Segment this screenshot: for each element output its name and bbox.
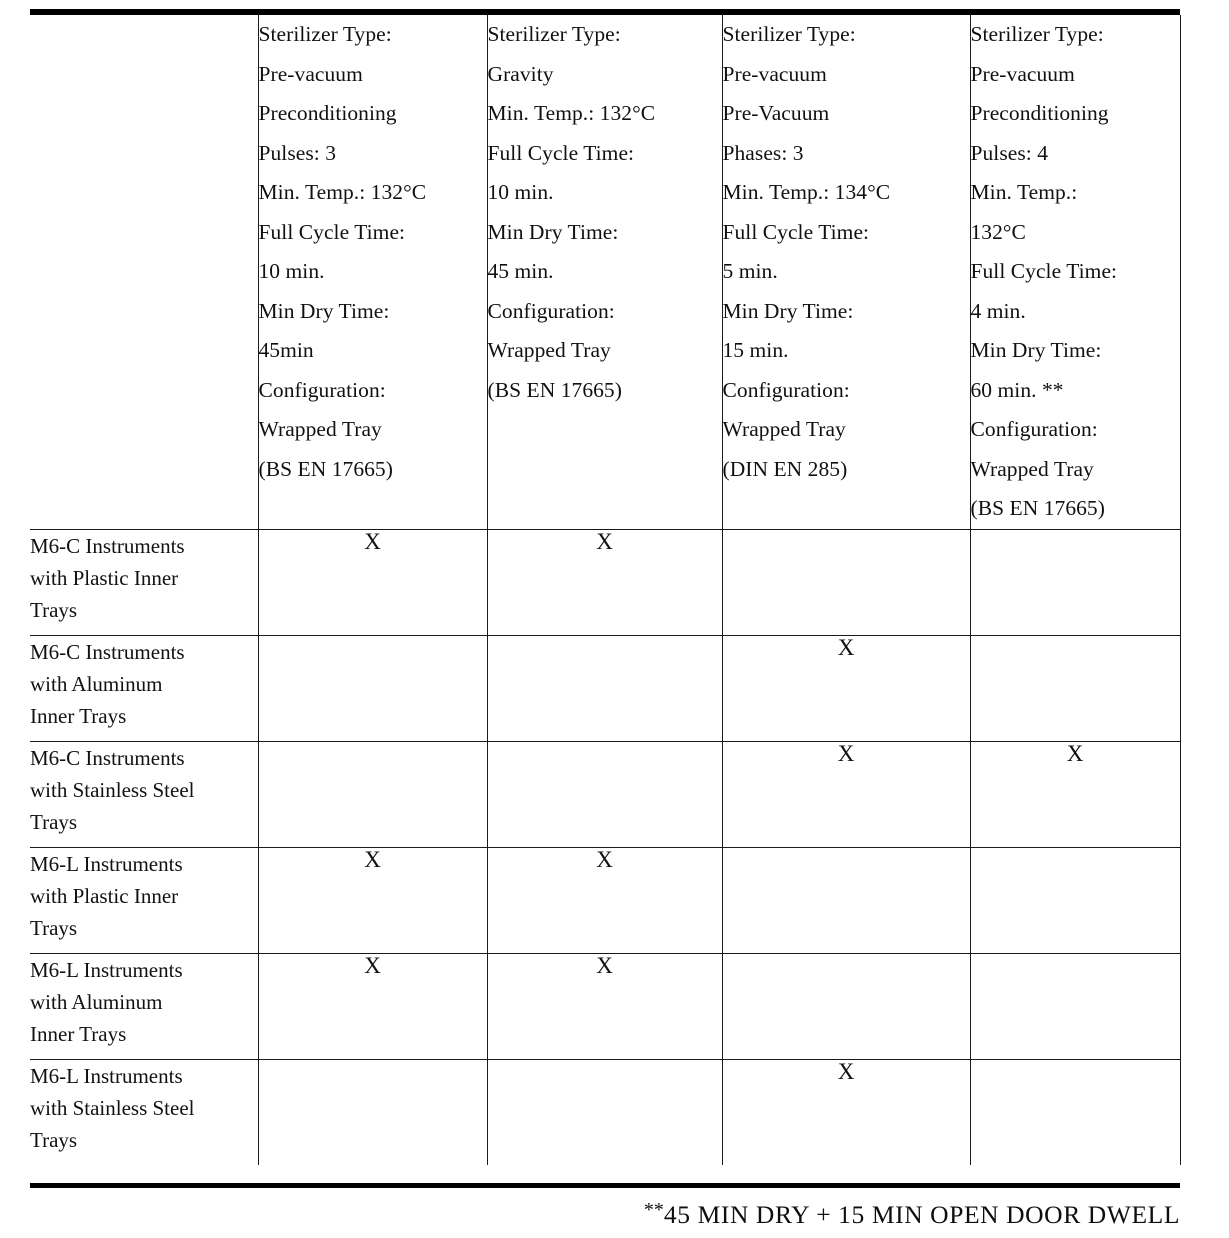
header-line: Min. Temp.: 132°C	[258, 180, 427, 204]
header-line: Sterilizer Type:	[487, 22, 621, 46]
header-line: Configuration:	[487, 298, 615, 323]
cell-mark-checked: X	[487, 847, 722, 953]
header-line: Pre-vacuum	[970, 61, 1075, 86]
header-line: Min Dry Time:	[258, 298, 390, 323]
header-line: Sterilizer Type:	[258, 22, 392, 46]
header-line: Configuration:	[970, 417, 1098, 441]
row-header-line: with Plastic Inner	[30, 565, 179, 590]
header-line: Wrapped Tray	[258, 417, 382, 441]
header-line: Configuration:	[722, 377, 850, 402]
row-header-line: M6-C Instruments	[30, 639, 185, 664]
cell-mark-empty	[487, 635, 722, 741]
header-line: Wrapped Tray	[722, 417, 846, 441]
header-line: 10 min.	[258, 259, 325, 283]
header-line: Pre-vacuum	[722, 61, 827, 86]
cell-mark-empty	[970, 1059, 1180, 1165]
cell-mark-checked: X	[722, 1059, 970, 1165]
header-line: Configuration:	[258, 377, 386, 402]
header-line: Pulses: 3	[258, 140, 337, 165]
row-header-line: Trays	[30, 597, 78, 622]
row-header-line: Inner Trays	[30, 1021, 127, 1046]
table-row	[30, 847, 1180, 953]
row-header-line: M6-L Instruments	[30, 851, 183, 876]
table-bottom-rule	[30, 1183, 1180, 1188]
header-line: Full Cycle Time:	[487, 140, 635, 165]
header-line: Sterilizer Type:	[722, 22, 856, 46]
cell-mark-empty	[722, 953, 970, 1059]
header-line: Pre-vacuum	[258, 61, 363, 86]
header-line: Min. Temp.: 134°C	[722, 180, 891, 204]
cell-mark-empty	[258, 635, 487, 741]
cell-mark-empty	[487, 1059, 722, 1165]
header-line: Min Dry Time:	[970, 338, 1102, 362]
header-line: Preconditioning	[970, 101, 1109, 125]
footnote-text: 45 MIN DRY + 15 MIN OPEN DOOR DWELL	[663, 1200, 1180, 1229]
header-line: (BS EN 17665)	[258, 456, 393, 481]
row-header-line: Inner Trays	[30, 703, 127, 728]
cell-mark-empty	[487, 741, 722, 847]
row-header-line: with Stainless Steel	[30, 1095, 195, 1120]
row-header-line: Trays	[30, 809, 78, 834]
header-line: 45min	[258, 338, 314, 362]
row-header-row-m6l-stainless	[30, 1059, 258, 1165]
cell-mark-empty	[722, 847, 970, 953]
column-header-4	[970, 15, 1180, 529]
cell-mark-empty	[722, 529, 970, 635]
header-line: Min Dry Time:	[722, 298, 854, 323]
row-header-line: M6-C Instruments	[30, 745, 185, 770]
cell-mark-checked: X	[970, 741, 1180, 847]
header-line: Min. Temp.: 132°C	[487, 101, 656, 125]
cell-mark-empty	[258, 741, 487, 847]
header-line: 60 min. **	[970, 377, 1064, 402]
row-header-line: with Plastic Inner	[30, 883, 179, 908]
header-line: Min Dry Time:	[487, 219, 619, 244]
column-header-1	[258, 15, 487, 529]
header-line: 5 min.	[722, 259, 778, 283]
cell-mark-checked: X	[722, 741, 970, 847]
column-header-3	[722, 15, 970, 529]
header-line: 132°C	[970, 219, 1026, 244]
table-row	[30, 529, 1180, 635]
footnote-marker: **	[643, 1199, 664, 1221]
row-header-row-m6c-stainless	[30, 741, 258, 847]
header-line: Pre-Vacuum	[722, 101, 830, 125]
cell-mark-empty	[970, 847, 1180, 953]
cell-mark-empty	[970, 635, 1180, 741]
header-line: Preconditioning	[258, 101, 397, 125]
header-line: Sterilizer Type:	[970, 22, 1104, 46]
header-line: (BS EN 17665)	[970, 496, 1105, 520]
header-line: Gravity	[487, 61, 554, 86]
row-header-row-m6l-aluminum	[30, 953, 258, 1059]
row-header-line: Trays	[30, 1127, 78, 1152]
row-header-line: M6-L Instruments	[30, 1063, 183, 1088]
cell-mark-empty	[970, 953, 1180, 1059]
cell-mark-checked: X	[258, 847, 487, 953]
row-header-row-m6c-plastic	[30, 529, 258, 635]
row-header-line: with Aluminum	[30, 671, 163, 696]
row-header-line: with Aluminum	[30, 989, 163, 1014]
header-line: Full Cycle Time:	[258, 219, 406, 244]
header-line: Wrapped Tray	[970, 456, 1094, 481]
cell-mark-checked: X	[258, 529, 487, 635]
header-line: Full Cycle Time:	[970, 259, 1118, 283]
table-row	[30, 1059, 1180, 1165]
header-line: 10 min.	[487, 180, 554, 204]
header-line: Min. Temp.:	[970, 180, 1078, 204]
header-line: Pulses: 4	[970, 140, 1049, 165]
table-row	[30, 953, 1180, 1059]
cell-mark-checked: X	[487, 953, 722, 1059]
header-line: 15 min.	[722, 338, 789, 362]
header-line: 45 min.	[487, 259, 554, 283]
row-header-line: M6-C Instruments	[30, 533, 185, 558]
header-line: Full Cycle Time:	[722, 219, 870, 244]
cell-mark-checked: X	[258, 953, 487, 1059]
header-line: Wrapped Tray	[487, 338, 611, 362]
header-line: (DIN EN 285)	[722, 456, 848, 481]
sterilization-compatibility-table	[30, 15, 1181, 1165]
table-row	[30, 741, 1180, 847]
row-header-row-m6c-aluminum	[30, 635, 258, 741]
cell-mark-checked: X	[722, 635, 970, 741]
cell-mark-checked: X	[487, 529, 722, 635]
row-header-line: M6-L Instruments	[30, 957, 183, 982]
row-header-line: Trays	[30, 915, 78, 940]
column-header-2	[487, 15, 722, 529]
table-header-row	[30, 15, 1180, 529]
cell-mark-empty	[258, 1059, 487, 1165]
header-line: (BS EN 17665)	[487, 377, 622, 402]
header-line: Phases: 3	[722, 140, 804, 165]
table-row	[30, 635, 1180, 741]
header-corner-cell	[30, 15, 258, 529]
header-line: 4 min.	[970, 298, 1026, 323]
row-header-row-m6l-plastic	[30, 847, 258, 953]
row-header-line: with Stainless Steel	[30, 777, 195, 802]
table-body	[30, 15, 1180, 1165]
cell-mark-empty	[970, 529, 1180, 635]
table-footnote	[30, 1193, 1180, 1232]
